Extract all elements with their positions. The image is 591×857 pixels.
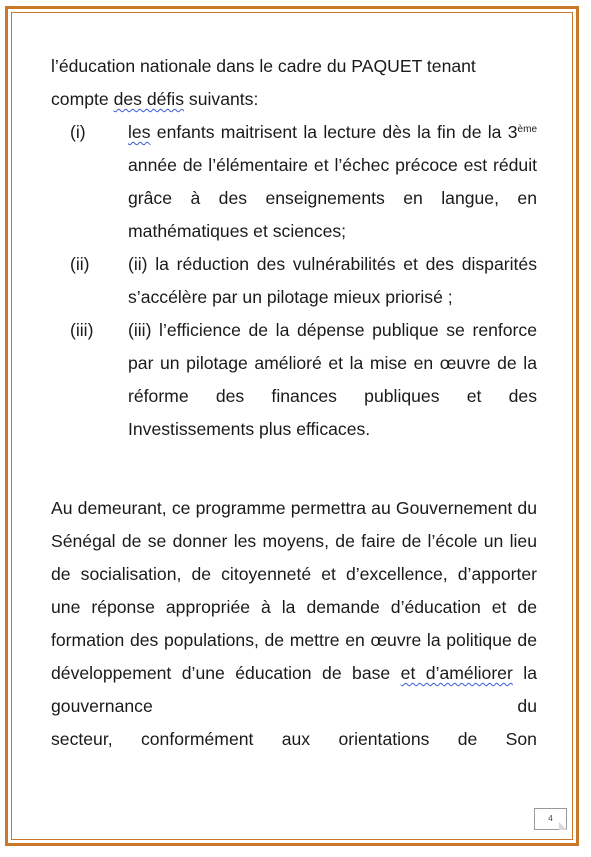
closing-word: de [457,729,478,749]
closing-text: Au demeurant, ce programme permettra au Gouvernement du Sénégal de se donner les moyens, de faire de l’école un lieu de socialisation, de citoyenneté et d’excellence, d’apporter une réponse appropriée à la demande d’éducation et de formation des populations, de mettre en œuvre la politique de développement d’une éducation de base [51,498,537,683]
superscript-text: ème [517,124,537,135]
list-item [51,248,537,314]
page-number-badge: 4 [534,808,567,830]
paragraph-spacing [51,446,537,492]
intro-paragraph [51,50,537,116]
list-item-number: (iii) [70,320,94,340]
closing-word: Son [505,729,537,749]
spellcheck-flagged-text[interactable]: des défis [113,89,185,109]
intro-line-2-start: compte [51,89,114,109]
closing-word: aux [281,729,311,749]
list-item-text-cont: année de l’élémentaire et l’échec précoce est réduit grâce à des enseignements en langue, en mathématiques et sciences; [128,155,537,241]
list-item [51,116,537,248]
closing-word: secteur, [51,729,113,749]
list-item-number: (ii) [70,254,90,274]
list-item-number: (i) [70,122,86,142]
list-item-text: (iii) l’efficience de la dépense publique se renforce par un pilotage amélioré et la mise en œuvre de la réforme des finances publiques et des Investissements plus efficaces. [128,320,537,439]
closing-text-end: la gouvernance du [51,663,537,716]
closing-last-line [51,723,537,756]
closing-word: orientations [338,729,430,749]
closing-word: conformément [140,729,254,749]
list-item-text: (ii) la réduction des vulnérabilités et des disparités s’accélère par un pilotage mieux priorisé ; [128,254,537,307]
challenges-list [51,116,537,446]
spellcheck-flagged-text[interactable]: les [128,122,151,142]
intro-line-1: l’éducation nationale dans le cadre du PAQUET tenant [51,56,476,76]
spellcheck-flagged-text[interactable]: et d’améliorer [400,663,513,683]
list-item-text: enfants maitrisent la lecture dès la fin de la 3 [150,122,518,142]
intro-line-2-end: suivants: [184,89,259,109]
list-item [51,314,537,446]
closing-paragraph [51,492,537,723]
document-body [51,50,537,756]
